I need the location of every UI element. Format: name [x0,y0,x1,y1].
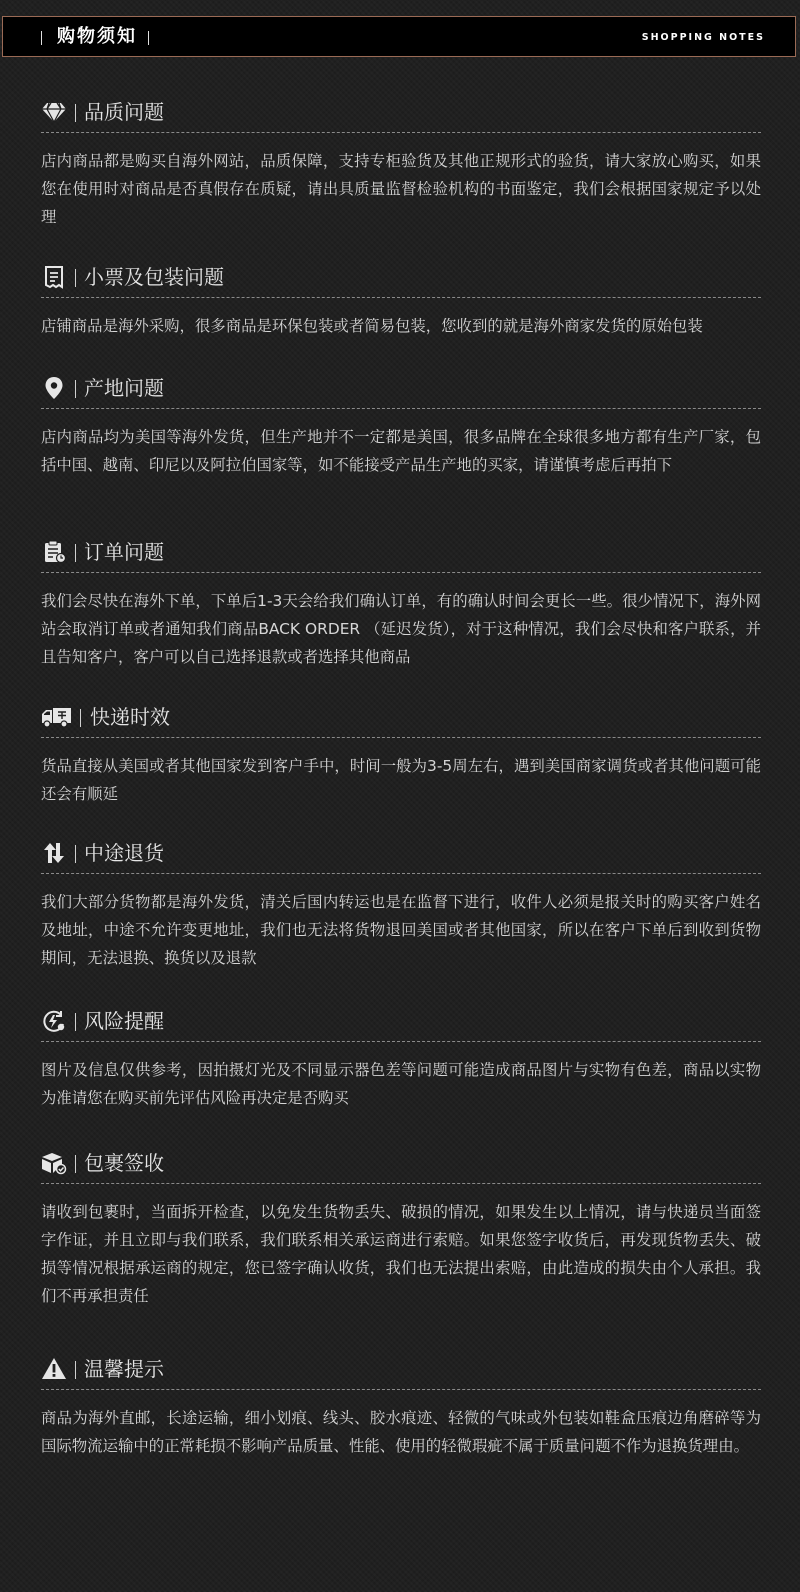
receipt-icon [41,265,69,289]
section-title: 快递时效 [90,705,170,729]
section-return [41,833,761,972]
section-origin [41,368,761,479]
section-header [41,697,761,738]
section-order [41,532,761,671]
section-risk [41,1001,761,1112]
section-header [41,257,761,298]
section-title: 风险提醒 [84,1009,164,1033]
section-body: 店铺商品是海外采购，很多商品是环保包装或者简易包装，您收到的就是海外商家发货的原始包装 [41,317,703,335]
section-header [41,1349,761,1390]
section-title: 小票及包装问题 [84,265,224,289]
section-header [41,1001,761,1042]
section-body: 我们大部分货物都是海外发货，清关后国内转运也是在监督下进行，收件人必须是报关时的购买客户姓名及地址，中途不允许变更地址，我们也无法将货物退回美国或者其他国家，所以在客户下单后到收到货物期间，无法退换、换货以及退款 [41,893,761,967]
section-body: 图片及信息仅供参考，因拍摄灯光及不同显示器色差等问题可能造成商品图片与实物有色差，商品以实物为准请您在购买前先评估风险再决定是否购买 [41,1061,761,1107]
section-package-receipt [41,1143,761,1310]
page-header [2,16,796,57]
section-title: 中途退货 [84,841,164,865]
section-body: 货品直接从美国或者其他国家发到客户手中，时间一般为3-5周左右，遇到美国商家调货或者其他问题可能还会有顺延 [41,757,761,803]
section-title: 产地问题 [84,376,164,400]
package-check-icon [41,1151,69,1175]
section-receipt-packaging [41,257,761,340]
section-title: 订单问题 [84,540,164,564]
title-divider [75,1155,76,1173]
section-title: 品质问题 [84,100,164,124]
section-title: 包裹签收 [84,1151,164,1175]
section-delivery-time [41,697,761,808]
section-body: 请收到包裹时，当面拆开检查，以免发生货物丢失、破损的情况，如果发生以上情况，请与快递员当面签字作证，并且立即与我们联系，我们联系相关承运商进行索赔。如果您签字收货后，再发现货物丢失、破损等情况根据承运商的规定，您已签字确认收货，我们也无法提出索赔，由此造成的损失由个人承担。我们不再承担责任 [41,1203,761,1305]
section-kind-tips [41,1349,761,1460]
return-arrows-icon [41,841,69,865]
section-header [41,532,761,573]
risk-warning-icon [41,1009,69,1033]
order-clipboard-icon [41,540,69,564]
title-divider [75,1013,76,1031]
title-divider [75,104,76,122]
section-quality [41,92,761,231]
title-divider [80,709,81,727]
header-divider-right [148,31,149,45]
title-divider [75,1361,76,1379]
section-body: 商品为海外直邮，长途运输，细小划痕、线头、胶水痕迹、轻微的气味或外包装如鞋盒压痕边角磨碎等为国际物流运输中的正常耗损不影响产品质量、性能、使用的轻微瑕疵不属于质量问题不作为退换货理由。 [41,1409,761,1455]
section-body: 我们会尽快在海外下单，下单后1-3天会给我们确认订单，有的确认时间会更长一些。很少情况下，海外网站会取消订单或者通知我们商品BACK ORDER （延迟发货），对于这种情况，我们会尽快和客户联系，并且告知客户，客户可以自己选择退款或者选择其他商品 [41,592,761,666]
warning-triangle-icon [41,1357,69,1381]
diamond-icon [41,100,69,124]
title-divider [75,544,76,562]
section-header [41,368,761,409]
section-title: 温馨提示 [84,1357,164,1381]
section-header [41,92,761,133]
title-divider [75,845,76,863]
header-divider-left [41,31,42,45]
title-divider [75,269,76,287]
section-body: 店内商品都是购买自海外网站，品质保障，支持专柜验货及其他正规形式的验货，请大家放心购买，如果您在使用时对商品是否真假存在质疑，请出具质量监督检验机构的书面鉴定，我们会根据国家规定予以处理 [41,152,761,226]
header-title: 购物须知 [57,26,137,47]
delivery-truck-icon [41,705,73,729]
location-pin-icon [41,376,69,400]
section-header [41,833,761,874]
section-body: 店内商品均为美国等海外发货，但生产地并不一定都是美国，很多品牌在全球很多地方都有生产厂家，包括中国、越南、印尼以及阿拉伯国家等，如不能接受产品生产地的买家，请谨慎考虑后再拍下 [41,428,761,474]
section-header [41,1143,761,1184]
header-subtitle: SHOPPING NOTES [641,32,765,43]
title-divider [75,380,76,398]
